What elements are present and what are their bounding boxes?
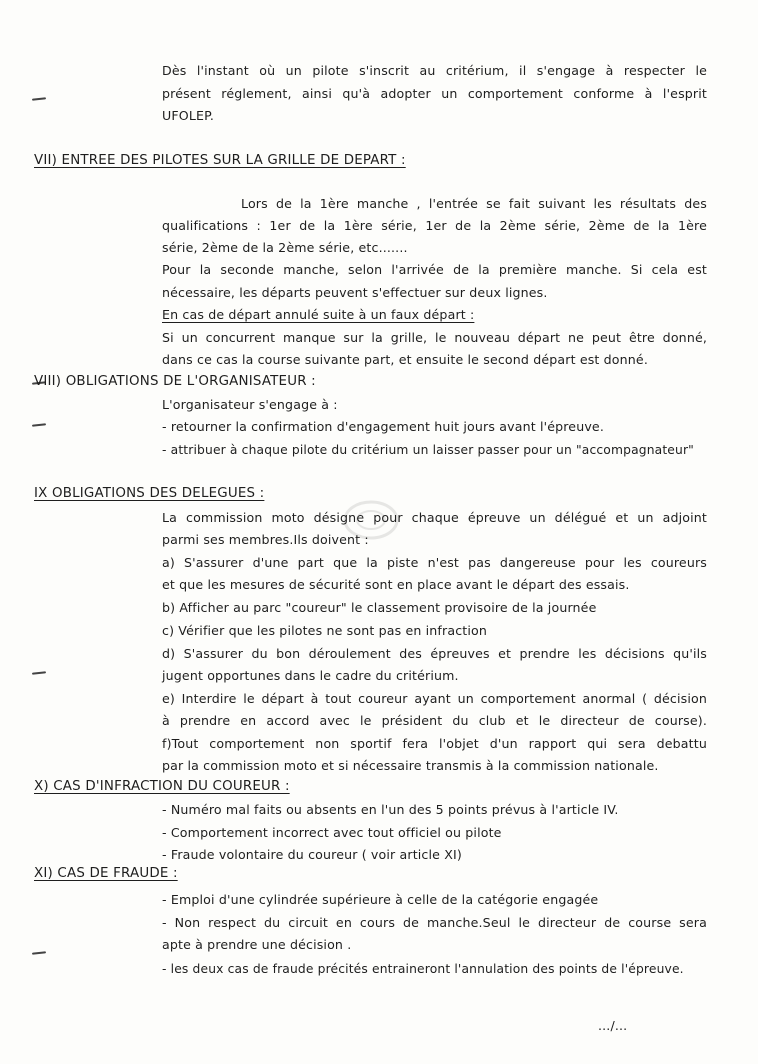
intro-line-3: UFOLEP.: [162, 108, 215, 123]
s10-line-1: - Numéro mal faits ou absents en l'un des 5 points prévus à l'article IV.: [162, 802, 619, 817]
s7-line-2: qualifications : 1er de la 1ère série, 1er de la 2ème série, 2ème de la 1ère: [162, 218, 707, 233]
s8-line-1: L'organisateur s'engage à :: [162, 397, 338, 412]
intro-line-1: Dès l'instant où un pilote s'inscrit au critérium, il s'engage à respecter le: [162, 63, 707, 78]
section-heading-xi: XI) CAS DE FRAUDE :: [34, 866, 178, 881]
s11-line-2: - Non respect du circuit en cours de manche.Seul le directeur de course sera: [162, 915, 707, 930]
section-heading-viii: VIII) OBLIGATIONS DE L'ORGANISATEUR :: [34, 374, 316, 389]
s9-line-4: et que les mesures de sécurité sont en place avant le départ des essais.: [162, 577, 630, 592]
s7-line-3: série, 2ème de la 2ème série, etc.......: [162, 240, 408, 255]
s8-line-2: - retourner la confirmation d'engagement huit jours avant l'épreuve.: [162, 419, 604, 434]
margin-mark: [32, 671, 46, 674]
s9-line-8: jugent opportunes dans le cadre du critérium.: [162, 668, 459, 683]
s7-line-4: Pour la seconde manche, selon l'arrivée de la première manche. Si cela est: [162, 262, 707, 277]
s9-line-6: c) Vérifier que les pilotes ne sont pas en infraction: [162, 623, 487, 638]
s7-subheading: En cas de départ annulé suite à un faux départ :: [162, 307, 475, 322]
section-heading-ix: IX OBLIGATIONS DES DELEGUES :: [34, 486, 265, 501]
s7-line-7: dans ce cas la course suivante part, et ensuite le second départ est donné.: [162, 352, 648, 367]
s11-line-3: apte à prendre une décision .: [162, 937, 352, 952]
s7-line-6: Si un concurrent manque sur la grille, le nouveau départ ne peut être donné,: [162, 330, 707, 345]
section-heading-vii: VII) ENTREE DES PILOTES SUR LA GRILLE DE DEPART :: [34, 153, 406, 168]
s11-line-1: - Emploi d'une cylindrée supérieure à celle de la catégorie engagée: [162, 892, 599, 907]
s7-line-1: Lors de la 1ère manche , l'entrée se fait suivant les résultats des: [241, 196, 707, 211]
s9-line-11: f)Tout comportement non sportif fera l'objet d'un rapport qui sera debattu: [162, 736, 707, 751]
s7-line-5: nécessaire, les départs peuvent s'effectuer sur deux lignes.: [162, 285, 548, 300]
intro-line-2: présent réglement, ainsi qu'à adopter un comportement conforme à l'esprit: [162, 86, 707, 101]
section-heading-x: X) CAS D'INFRACTION DU COUREUR :: [34, 779, 290, 794]
s10-line-2: - Comportement incorrect avec tout officiel ou pilote: [162, 825, 502, 840]
margin-mark: [32, 951, 46, 954]
s9-line-7: d) S'assurer du bon déroulement des épreuves et prendre les décisions qu'ils: [162, 646, 707, 661]
s8-line-3: - attribuer à chaque pilote du critérium un laisser passer pour un "accompagnateur": [162, 443, 694, 457]
s9-line-2: parmi ses membres.Ils doivent :: [162, 532, 369, 547]
margin-mark: [32, 423, 46, 426]
s11-line-4: - les deux cas de fraude précités entraineront l'annulation des points de l'épreuve.: [162, 962, 684, 976]
continuation-mark: .../...: [598, 1018, 628, 1033]
s9-line-1: La commission moto désigne pour chaque épreuve un délégué et un adjoint: [162, 510, 707, 525]
s10-line-3: - Fraude volontaire du coureur ( voir article XI): [162, 847, 462, 862]
s9-line-10: à prendre en accord avec le président du club et le directeur de course).: [162, 713, 707, 728]
s9-line-9: e) Interdire le départ à tout coureur ayant un comportement anormal ( décision: [162, 691, 707, 706]
s9-line-12: par la commission moto et si nécessaire transmis à la commission nationale.: [162, 758, 659, 773]
s9-line-3: a) S'assurer d'une part que la piste n'est pas dangereuse pour les coureurs: [162, 555, 707, 570]
margin-mark: [32, 97, 46, 100]
s9-line-5: b) Afficher au parc "coureur" le classement provisoire de la journée: [162, 600, 597, 615]
